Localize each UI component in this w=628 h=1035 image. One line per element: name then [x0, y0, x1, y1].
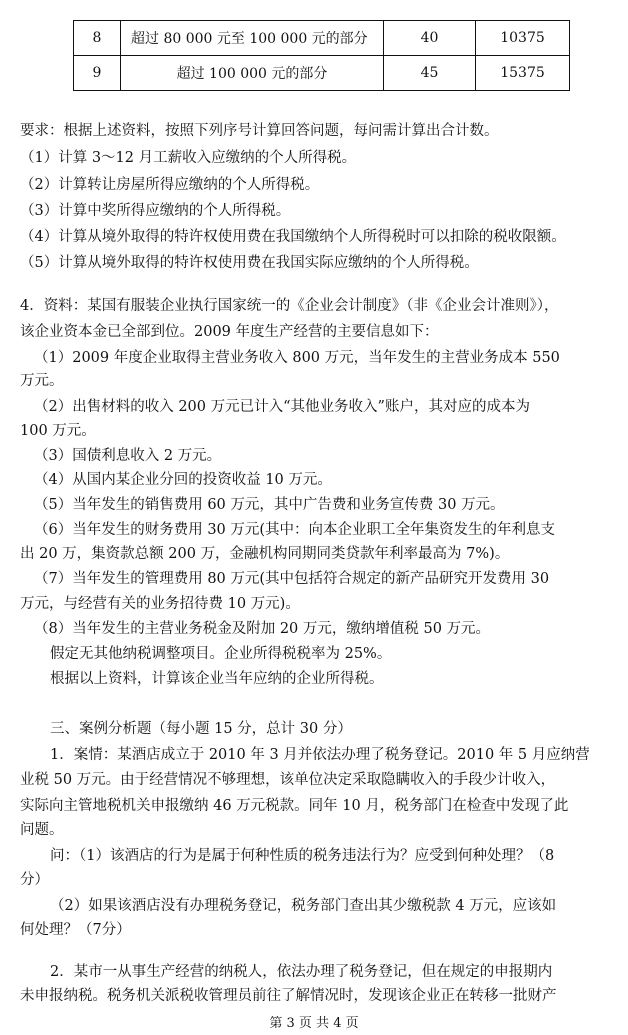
rate-cell: 45	[384, 56, 476, 91]
info-item: （4）从国内某企业分回的投资收益 10 万元。	[34, 472, 332, 488]
info-item: （6）当年发生的财务费用 30 万元(其中：向本企业职工全年集资发生的年利息支	[34, 522, 556, 538]
case-question: 问：（1）该酒店的行为是属于何种性质的税务违法行为？应受到何种处理？（8	[50, 848, 555, 864]
info-item: 万元。	[20, 373, 64, 389]
range-cell: 超过 80 000 元至 100 000 元的部分	[121, 21, 384, 56]
table-row	[74, 21, 570, 56]
case-text: 1．案情：某酒店成立于 2010 年 3 月并依法办理了税务登记。2010 年 5 月应纳营	[50, 747, 590, 763]
range-cell: 超过 100 000 元的部分	[121, 56, 384, 91]
level-cell: 9	[74, 56, 121, 91]
info-item: 万元，与经营有关的业务招待费 10 万元)。	[20, 596, 300, 612]
section-title: 三、案例分析题（每小题 15 分，总计 30 分）	[50, 721, 352, 737]
table-row	[74, 56, 570, 91]
info-item: 100 万元。	[20, 423, 96, 439]
requirements-intro: 要求：根据上述资料，按照下列序号计算回答问题，每问需计算出合计数。	[20, 123, 499, 139]
case-text: 业税 50 万元。由于经营情况不够理想，该单位决定采取隐瞒收入的手段少计收入，	[20, 772, 556, 788]
info-item: （1）2009 年度企业取得主营业务收入 800 万元，当年发生的主营业务成本 550	[34, 350, 560, 366]
page-footer: 第 3 页 共 4 页	[269, 1016, 359, 1031]
requirement-item: （5）计算从境外取得的特许权使用费在我国实际应缴纳的个人所得税。	[20, 255, 479, 271]
question-4-heading: 4．资料：某国有服装企业执行国家统一的《企业会计制度》（非《企业会计准则》），	[20, 298, 559, 314]
question-text: 根据以上资料，计算该企业当年应纳的企业所得税。	[50, 671, 384, 687]
info-item: （3）国债利息收入 2 万元。	[34, 448, 222, 464]
info-item: （5）当年发生的销售费用 60 万元，其中广告费和业务宣传费 30 万元。	[34, 497, 505, 513]
assumption-text: 假定无其他纳税调整项目。企业所得税税率为 25%。	[50, 646, 392, 662]
rate-cell: 40	[384, 21, 476, 56]
case-text: 实际向主管地税机关申报缴纳 46 万元税款。同年 10 月，税务部门在检查中发现了此	[20, 798, 569, 814]
case-question: 分）	[20, 872, 49, 888]
requirement-item: （3）计算中奖所得应缴纳的个人所得税。	[20, 203, 291, 219]
deduction-cell: 10375	[476, 21, 570, 56]
level-cell: 8	[74, 21, 121, 56]
info-item: 出 20 万，集资款总额 200 万，金融机构同期同类贷款年利率最高为 7%)。	[20, 546, 510, 562]
case-question: 何处理？（7分）	[20, 922, 131, 938]
deduction-cell: 15375	[476, 56, 570, 91]
info-item: （7）当年发生的管理费用 80 万元(其中包括符合规定的新产品研究开发费用 30	[34, 571, 550, 587]
info-item: （8）当年发生的主营业务税金及附加 20 万元，缴纳增值税 50 万元。	[34, 621, 491, 637]
case-question: （2）如果该酒店没有办理税务登记，税务部门查出其少缴税款 4 万元，应该如	[50, 898, 557, 914]
case-text: 问题。	[20, 822, 64, 838]
case-text: 未申报纳税。税务机关派税收管理员前往了解情况时，发现该企业正在转移一批财产	[20, 988, 557, 1004]
requirement-item: （4）计算从境外取得的特许权使用费在我国缴纳个人所得税时可以扣除的税收限额。	[20, 229, 566, 245]
case-text: 2．某市一从事生产经营的纳税人，依法办理了税务登记，但在规定的申报期内	[50, 964, 553, 980]
requirement-item: （2）计算转让房屋所得应缴纳的个人所得税。	[20, 177, 320, 193]
info-item: （2）出售材料的收入 200 万元已计入“其他业务收入”账户，其对应的成本为	[34, 399, 530, 415]
question-4-heading: 该企业资本金已全部到位。2009 年度生产经营的主要信息如下：	[20, 324, 439, 340]
requirement-item: （1）计算 3～12 月工薪收入应缴纳的个人所得税。	[20, 150, 357, 166]
tax-rate-table	[73, 20, 570, 91]
